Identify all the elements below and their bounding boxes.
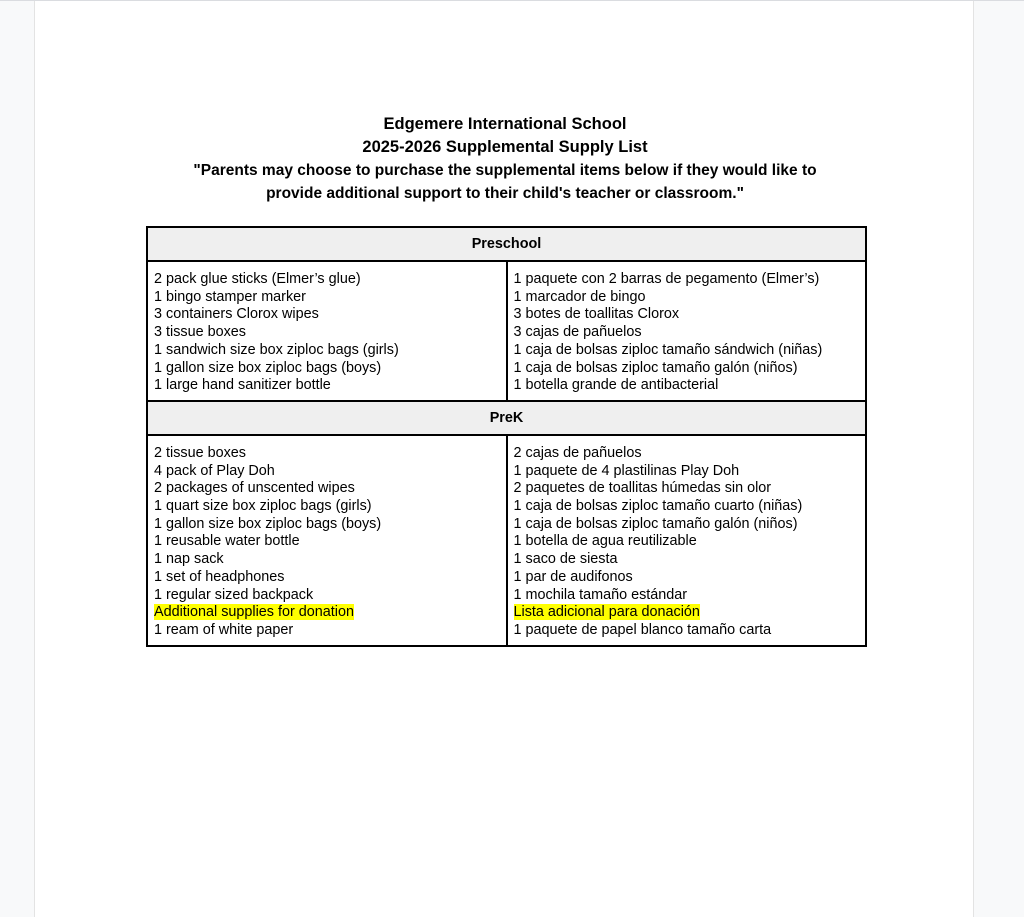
- list-item: 2 tissue boxes: [154, 444, 246, 461]
- school-name: Edgemere International School: [383, 115, 627, 133]
- list-item: 1 botella grande de antibacterial: [513, 377, 719, 394]
- supply-table: [146, 226, 867, 647]
- list-item: 1 caja de bolsas ziploc tamaño cuarto (niñas): [513, 498, 803, 515]
- list-item: 2 pack glue sticks (Elmer’s glue): [154, 271, 361, 287]
- intro-quote-line-1: "Parents may choose to purchase the supplemental items below if they would like to: [193, 162, 817, 179]
- list-item: 1 marcador de bingo: [513, 288, 646, 305]
- list-item: 1 mochila tamaño estándar: [513, 586, 688, 603]
- section-header-preschool: Preschool: [147, 227, 866, 261]
- list-item: 1 par de audifonos: [513, 568, 633, 585]
- list-item: 1 reusable water bottle: [154, 533, 300, 550]
- list-item: 3 cajas de pañuelos: [513, 324, 642, 341]
- list-item: 1 ream of white paper: [154, 621, 294, 638]
- document-header: [35, 113, 975, 205]
- list-item: 2 paquetes de toallitas húmedas sin olor: [513, 480, 772, 497]
- list-item: 1 bingo stamper marker: [154, 288, 306, 305]
- list-item: 1 caja de bolsas ziploc tamaño galón (niños): [513, 515, 798, 532]
- list-item: 1 sandwich size box ziploc bags (girls): [154, 341, 399, 358]
- list-item: 1 saco de siesta: [513, 551, 618, 568]
- list-item: 2 packages of unscented wipes: [154, 480, 355, 497]
- list-item: 1 gallon size box ziploc bags (boys): [154, 515, 382, 532]
- list-item: 2 cajas de pañuelos: [513, 444, 642, 461]
- list-item: 1 regular sized backpack: [154, 586, 314, 603]
- list-item: 3 tissue boxes: [154, 324, 246, 341]
- list-item: 1 paquete de 4 plastilinas Play Doh: [513, 462, 740, 479]
- list-item: 4 pack of Play Doh: [154, 462, 275, 479]
- preschool-spanish-list: [507, 261, 867, 401]
- highlighted-donation-heading: Lista adicional para donación: [513, 604, 700, 621]
- preschool-english-list: [147, 261, 507, 401]
- prek-spanish-list: [507, 435, 867, 646]
- list-item: 1 nap sack: [154, 551, 224, 568]
- document-page: [34, 1, 974, 917]
- list-item: 1 paquete con 2 barras de pegamento (Elmer’s): [513, 271, 820, 287]
- list-item: 3 botes de toallitas Clorox: [513, 306, 680, 323]
- list-title: 2025-2026 Supplemental Supply List: [362, 138, 648, 156]
- list-item: 1 caja de bolsas ziploc tamaño sándwich (niñas): [513, 341, 823, 358]
- prek-english-list: [147, 435, 507, 646]
- list-item: 1 quart size box ziploc bags (girls): [154, 498, 372, 515]
- list-item: 1 paquete de papel blanco tamaño carta: [513, 621, 772, 638]
- list-item: 1 botella de agua reutilizable: [513, 533, 697, 550]
- list-item: 1 set of headphones: [154, 568, 285, 585]
- section-header-prek: PreK: [147, 401, 866, 435]
- list-item: 3 containers Clorox wipes: [154, 306, 319, 323]
- intro-quote-line-2: provide additional support to their child's teacher or classroom.": [266, 185, 744, 202]
- list-item: 1 caja de bolsas ziploc tamaño galón (niños): [513, 359, 798, 376]
- list-item: 1 gallon size box ziploc bags (boys): [154, 359, 382, 376]
- highlighted-donation-heading: Additional supplies for donation: [154, 604, 355, 621]
- list-item: 1 large hand sanitizer bottle: [154, 377, 331, 394]
